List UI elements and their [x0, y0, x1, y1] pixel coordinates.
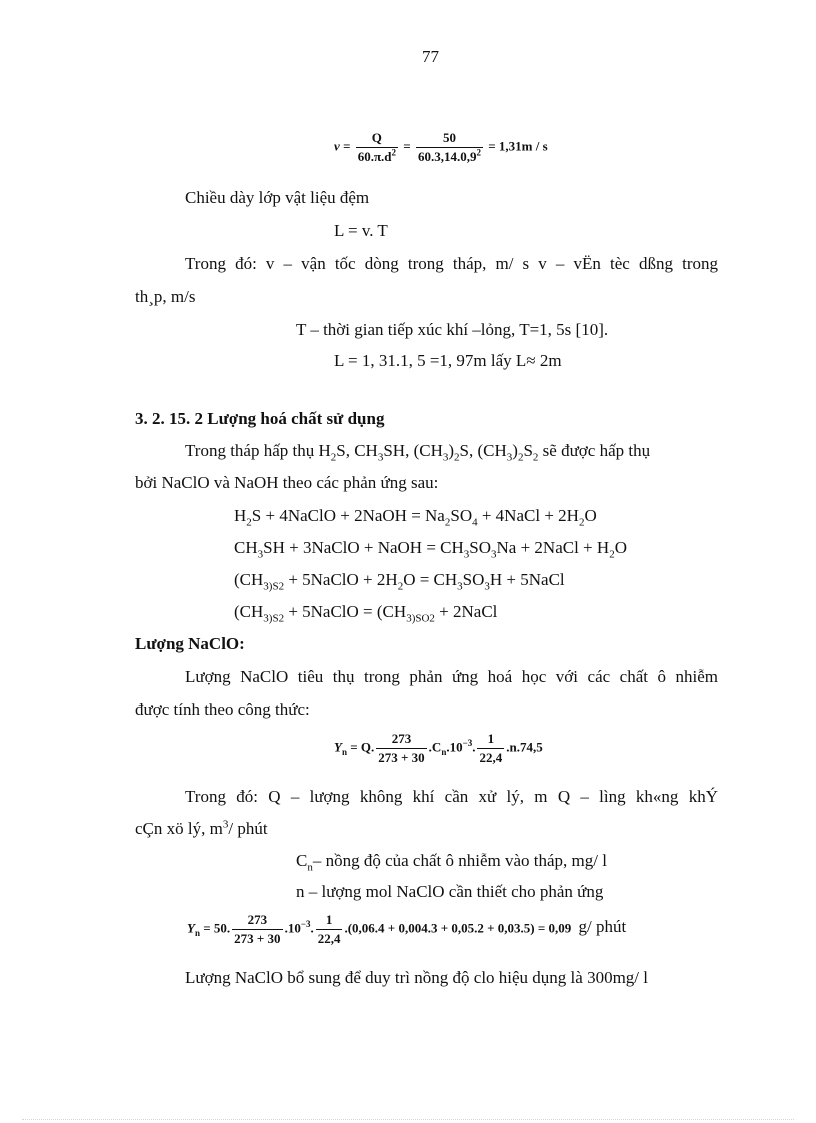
text-line: Trong tháp hấp thụ $H_2S$, $CH_3SH$, $(CH_3)_2S$, $(CH_3)_2S_2$ sẽ được hấp thụ — [185, 441, 651, 464]
text-line: Lượng NaClO bổ sung để duy trì nồng độ clo hiệu dụng là 300mg/ l — [185, 968, 648, 987]
reaction-line: $CH_3SH$ + 3NaClO + NaOH = $CH_3SO_3Na$ + 2NaCl + $H_2O$ — [234, 538, 627, 561]
text-line: cÇn xö lý, $m^3/$ phút — [135, 818, 268, 838]
naclo-consumption-equation: $Y_n = Q$. $\frac{273}{273 + 30}$ $.C_n.10^{-3}$. $\frac{1}{22,4}$ .n.74,5 — [334, 731, 543, 765]
text-line: n – lượng mol NaClO cần thiết cho phản ứng — [296, 882, 604, 901]
page-footer-divider — [22, 1119, 794, 1120]
text-line: bởi NaClO và NaOH theo các phản ứng sau: — [135, 473, 439, 492]
text-line: L = 1, 31.1, 5 =1, 97m lấy L≈ 2m — [334, 351, 562, 370]
text-line: Trong đó: Q – lượng không khí cần xử lý, m Q – lìng kh«ng khÝ — [185, 787, 718, 806]
text-line: $C_n-$ nồng độ của chất ô nhiễm vào tháp, mg/ l — [296, 851, 607, 874]
text-line: Trong đó: v – vận tốc dòng trong tháp, m/ s v – vËn tèc dßng trong — [185, 254, 718, 273]
reaction-line: ($CH_{3)S2}$ + 5NaClO + $2H_2O = CH_3SO_3H$ + 5NaCl — [234, 570, 565, 593]
text-line: T – thời gian tiếp xúc khí –lỏng, T=1, 5s [10]. — [296, 320, 609, 339]
reaction-line: $H_2S$ + 4NaClO + 2NaOH = $Na_2SO_4$ + 4NaCl + $2H_2O$ — [234, 506, 597, 529]
reaction-line: ($CH_{3)S2}$ + 5NaClO = ($CH_{3)SO2}$ + 2NaCl — [234, 602, 498, 625]
text-line: được tính theo công thức: — [135, 700, 310, 719]
page-number: 77 — [422, 47, 439, 66]
section-heading: 3. 2. 15. 2 Lượng hoá chất sử dụng — [135, 409, 385, 428]
naclo-result-equation: $Y_n = 50$. $\frac{273}{273 + 30}$ $.10^{-3}$. $\frac{1}{22,4}$ .(0,06.4 + 0,004.3 + 0,05.2 + 0,03.5) = 0,09 g/ phút — [187, 912, 627, 946]
text-line: th¸p, m/s — [135, 287, 196, 306]
text-line: Lượng NaClO tiêu thụ trong phản ứng hoá học với các chất ô nhiễm — [185, 667, 718, 686]
velocity-equation: v = $\frac{Q}{60.\pi.d^2}$ = $\frac{50}{60.3,14.0,9^2}$ = 1,31m / s — [334, 130, 548, 164]
formula-line: L = v. T — [334, 221, 388, 240]
text-line: Chiều dày lớp vật liệu đệm — [185, 188, 370, 207]
subheading: Lượng NaClO: — [135, 634, 245, 653]
